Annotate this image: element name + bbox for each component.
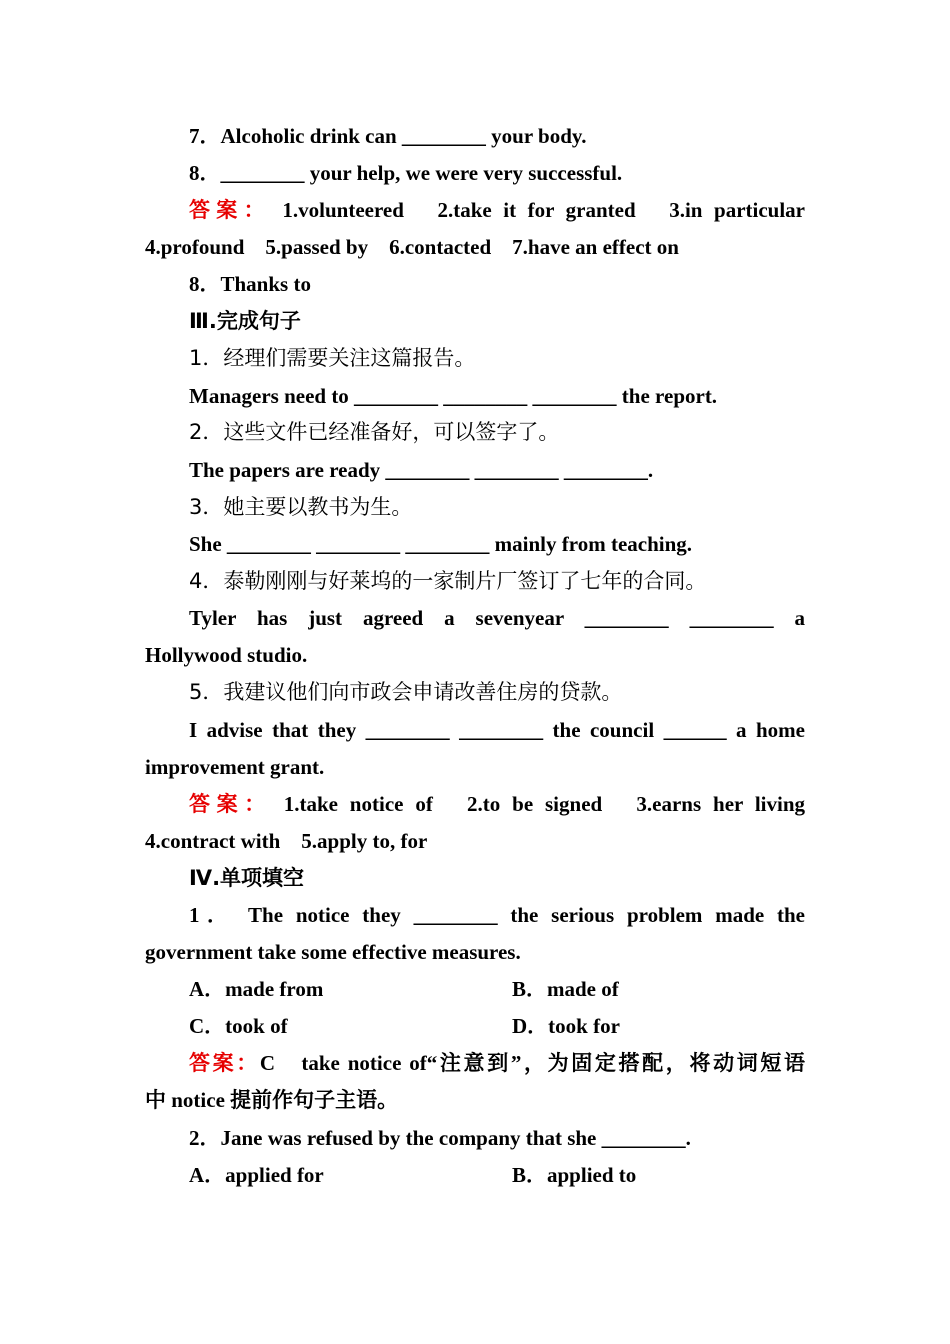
question-4-english-cont: Hollywood studio. [145, 643, 308, 667]
answer-text: 1.volunteered 2.take it for granted 3.in particular [270, 198, 806, 222]
question-1-english: Managers need to ________ ________ ________ the report. [189, 384, 718, 408]
mc-question-1-cont: government take some effective measures. [145, 940, 521, 964]
mc-question-1: 1． The notice they ________ the serious problem made the [189, 903, 805, 927]
answer-label: 答案： [189, 198, 271, 222]
question-4-chinese: 4．泰勒刚刚与好莱坞的一家制片厂签订了七年的合同。 [189, 569, 707, 593]
question-2-english: The papers are ready ________ ________ ________. [189, 458, 654, 482]
answer-line-5: 4.contract with 5.apply to, for [145, 829, 428, 853]
answer-label: 答案： [189, 1051, 260, 1075]
mc2-option-a: A．applied for [189, 1163, 324, 1187]
question-5-chinese: 5．我建议他们向市政会申请改善住房的贷款。 [189, 680, 623, 704]
answer-line-6 [189, 1045, 805, 1082]
answer-line-7: 中 notice 提前作句子主语。 [145, 1088, 399, 1112]
question-4-english: Tyler has just agreed a sevenyear ________ ________ a [189, 606, 805, 630]
answer-text: 1.take notice of 2.to be signed 3.earns her living [271, 792, 806, 816]
vocab-item-8: 8．________ your help, we were very successful. [189, 161, 623, 185]
mc1-option-a: A．made from [189, 977, 324, 1001]
question-1-chinese: 1．经理们需要关注这篇报告。 [189, 346, 476, 370]
mc2-option-b: B．applied to [512, 1163, 637, 1187]
section-heading-3: Ⅲ.完成句子 [189, 309, 301, 333]
answer-line-4 [189, 786, 805, 823]
answer-text: C take notice of“注意到”，为固定搭配，将动词短语 [259, 1051, 805, 1075]
mc1-option-d: D．took for [512, 1014, 620, 1038]
mc-question-2: 2．Jane was refused by the company that she ________. [189, 1126, 691, 1150]
mc1-option-c: C．took of [189, 1014, 288, 1038]
answer-line-3: 8．Thanks to [189, 272, 311, 296]
question-5-english-cont: improvement grant. [145, 755, 325, 779]
question-5-english: I advise that they ________ ________ the council ______ a home [189, 718, 805, 742]
section-heading-4: Ⅳ.单项填空 [189, 866, 305, 890]
mc1-option-b: B．made of [512, 977, 619, 1001]
question-2-chinese: 2．这些文件已经准备好，可以签字了。 [189, 420, 560, 444]
answer-line-2: 4.profound 5.passed by 6.contacted 7.have an effect on [145, 235, 679, 259]
vocab-item-7: 7．Alcoholic drink can ________ your body. [189, 124, 587, 148]
answer-label: 答案： [189, 792, 272, 816]
question-3-english: She ________ ________ ________ mainly from teaching. [189, 532, 693, 556]
question-3-chinese: 3．她主要以教书为生。 [189, 495, 413, 519]
answer-line-1 [189, 192, 805, 229]
